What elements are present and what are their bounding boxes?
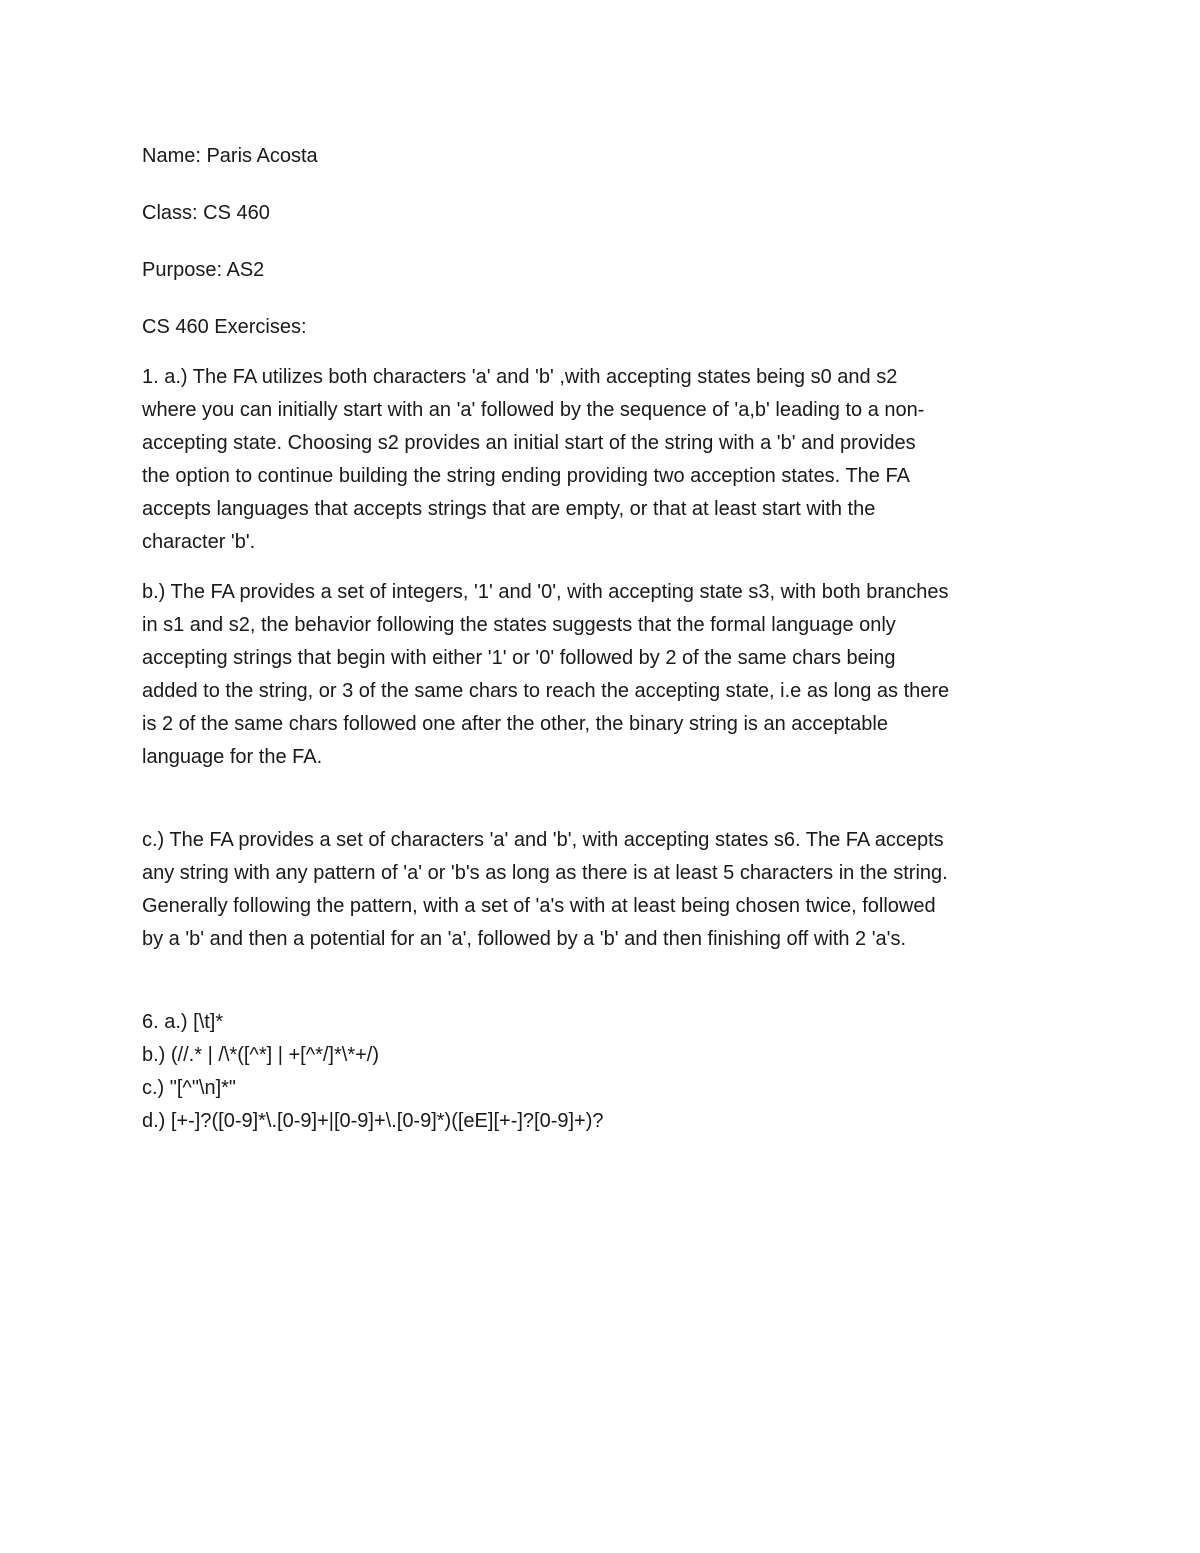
exercise-6c: c.) "[^"\n]*" (142, 1077, 237, 1099)
text-line: character 'b'. (142, 531, 256, 553)
student-name: Name: Paris Acosta (142, 145, 318, 167)
text-line: Generally following the pattern, with a set of 'a's with at least being chosen twice, followed (142, 895, 936, 917)
text-line: by a 'b' and then a potential for an 'a', followed by a 'b' and then finishing off with 2 'a's. (142, 928, 907, 950)
exercise-6a: 6. a.) [\t]* (142, 1011, 224, 1033)
exercise-6d: d.) [+-]?([0-9]*\.[0-9]+|[0-9]+\.[0-9]*)([eE][+-]?[0-9]+)? (142, 1110, 604, 1132)
text-line: added to the string, or 3 of the same chars to reach the accepting state, i.e as long as there (142, 680, 950, 702)
document-body (142, 140, 1062, 1138)
text-line: b.) The FA provides a set of integers, '1' and '0', with accepting state s3, with both branches (142, 581, 949, 603)
exercise-1c (142, 824, 1062, 956)
text-line: any string with any pattern of 'a' or 'b's as long as there is at least 5 characters in the string. (142, 862, 948, 884)
text-line: in s1 and s2, the behavior following the states suggests that the formal language only (142, 614, 896, 636)
text-line: where you can initially start with an 'a' followed by the sequence of 'a,b' leading to a non- (142, 399, 925, 421)
purpose: Purpose: AS2 (142, 259, 265, 281)
text-line: the option to continue building the string ending providing two acception states. The FA (142, 465, 910, 487)
exercise-6b: b.) (//.* | /\*([^*] | +[^*/]*\*+/) (142, 1044, 380, 1066)
text-line: is 2 of the same chars followed one after the other, the binary string is an acceptable (142, 713, 888, 735)
text-line: language for the FA. (142, 746, 323, 768)
text-line: accepting state. Choosing s2 provides an initial start of the string with a 'b' and provides (142, 432, 916, 454)
text-line: accepting strings that begin with either '1' or '0' followed by 2 of the same chars being (142, 647, 896, 669)
exercise-1b (142, 576, 1062, 774)
text-line: accepts languages that accepts strings that are empty, or that at least start with the (142, 498, 876, 520)
text-line: c.) The FA provides a set of characters 'a' and 'b', with accepting states s6. The FA accepts (142, 829, 944, 851)
exercise-1a (142, 361, 1062, 559)
text-line: 1. a.) The FA utilizes both characters 'a' and 'b' ,with accepting states being s0 and s2 (142, 366, 898, 388)
class-name: Class: CS 460 (142, 202, 270, 224)
section-heading: CS 460 Exercises: (142, 316, 307, 338)
